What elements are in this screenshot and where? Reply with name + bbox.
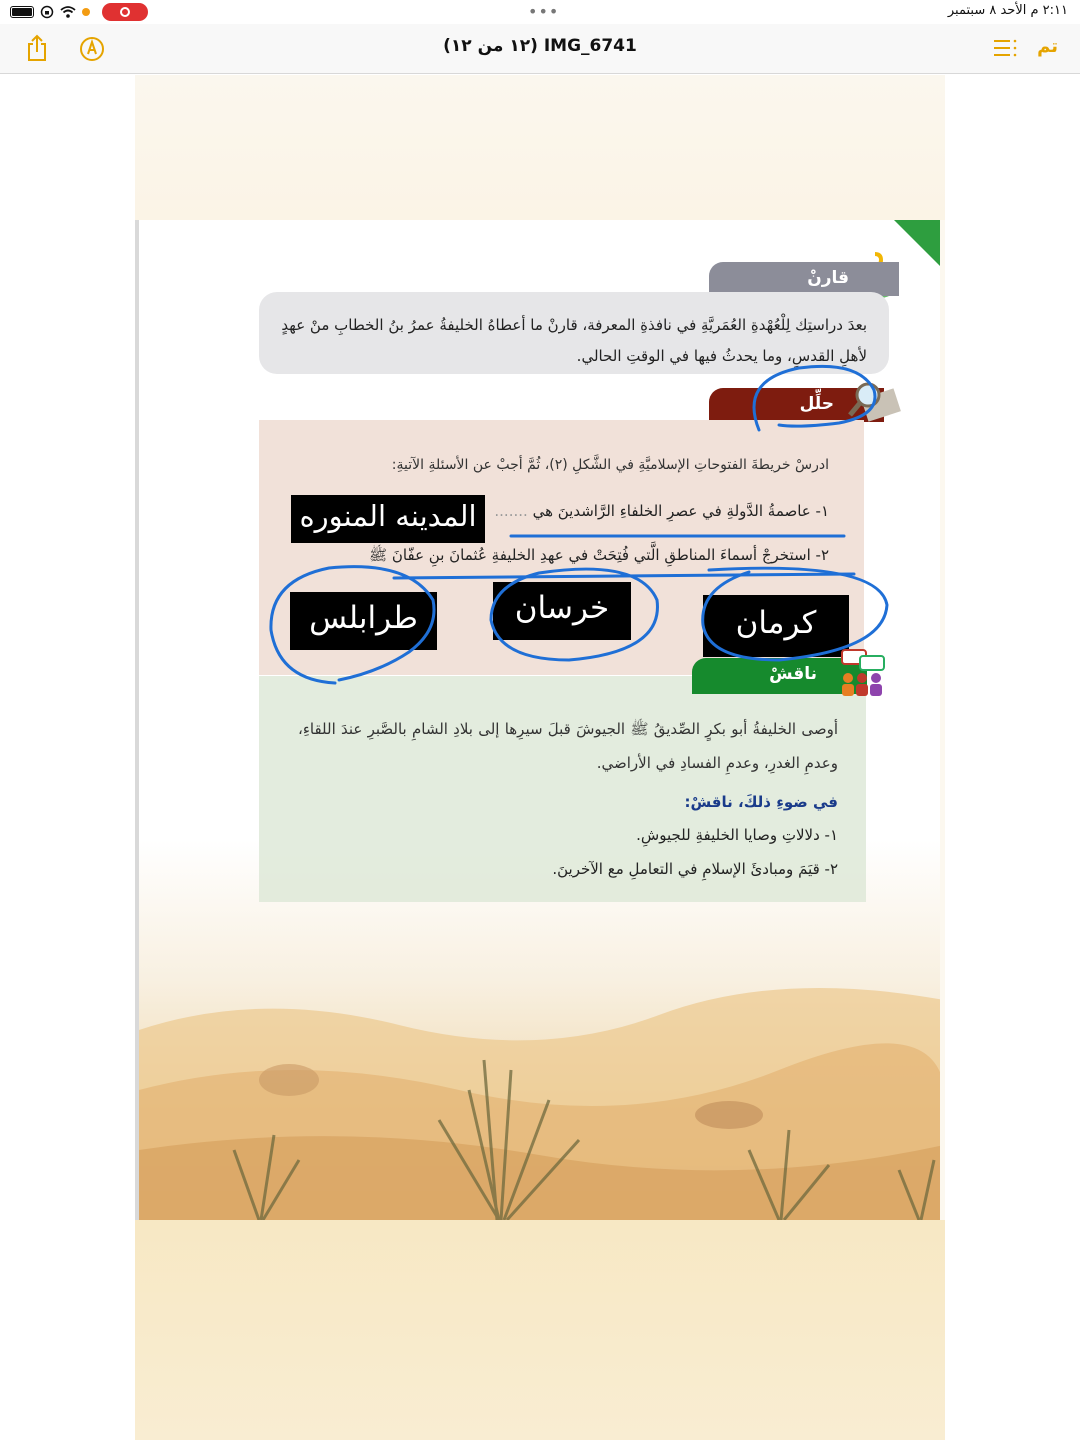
done-button[interactable]: تم: [1037, 36, 1058, 57]
discuss-box: [259, 676, 866, 902]
magnifier-map-icon: [844, 375, 904, 425]
question-1: [494, 502, 829, 520]
list-icon[interactable]: [992, 36, 1018, 60]
discuss-item: ١- دلالاتِ وصايا الخليفةِ للجيوشِ.: [636, 826, 838, 844]
answer-region-2: خرسان: [493, 582, 631, 640]
solve-section-title: حلِّل: [709, 388, 884, 422]
question-1-blank: .......: [494, 502, 528, 520]
mic-indicator-icon: [82, 8, 90, 16]
multitasking-dots[interactable]: •••: [528, 2, 560, 21]
compare-text: بعدَ دراستِك لِلْعُهْدةِ العُمَريَّةِ في نافذةِ المعرفة، قارنْ ما أعطاهُ الخليفةُ عمرُ بنُ الخطابِ منْ عهدٍ لأهلِ القدسِ، وما يحدثُ فيها في الوقتِ الحالي.: [259, 292, 889, 374]
answer-region-3: طرابلس: [290, 592, 437, 650]
wifi-icon: [60, 6, 76, 18]
battery-icon: [10, 6, 34, 18]
question-1-text: ١- عاصمةُ الدَّولةِ في عصرِ الخلفاءِ الرَّاشدينَ هي: [532, 502, 829, 520]
photo-top-margin: [135, 75, 945, 220]
discuss-prompt: في ضوءِ ذلكَ، ناقشْ:: [684, 793, 838, 811]
discuss-item: ٢- قيَمَ ومبادئَ الإسلامِ في التعاملِ مع الآخرينَ.: [552, 860, 838, 878]
status-bar: [0, 0, 1080, 24]
book-page: [135, 220, 940, 1220]
photo-bottom-margin: [135, 1220, 945, 1440]
answer-capital: المدينه المنوره: [291, 495, 485, 543]
photo-page: [135, 75, 945, 1440]
solve-instruction: ادرسْ خريطةَ الفتوحاتِ الإسلاميَّةِ في الشَّكلِ (٢)، ثُمَّ أجبْ عن الأسئلةِ الآتيةِ:: [391, 457, 829, 473]
desert-illustration: [139, 920, 940, 1220]
answer-region-1: كرمان: [703, 595, 849, 657]
viewer-toolbar: [0, 24, 1080, 74]
discuss-text: أوصى الخليفةُ أبو بكرٍ الصِّديقُ ﷺ الجيوشَ قبلَ سيرِها إلى بلادِ الشامِ بالصَّبرِ عندَ اللقاءِ، وعدمِ الغدرِ، وعدمِ الفسادِ في الأراضي.: [298, 720, 838, 772]
screen-recording-button[interactable]: [102, 3, 148, 21]
status-time: ٢:١١ م الأحد ٨ سبتمبر: [947, 3, 1068, 18]
compare-section-title: قارنْ: [709, 262, 899, 296]
document-title: IMG_6741 (١٢ من ١٢): [443, 36, 637, 56]
orientation-lock-icon: [40, 5, 54, 19]
discussion-group-icon: [834, 648, 890, 700]
record-icon: [120, 7, 130, 17]
question-2: ٢- استخرجْ أسماءَ المناطقِ الَّتي فُتِحَتْ في عهدِ الخليفةِ عُثمانَ بنِ عفّانَ ﷺ: [369, 546, 829, 564]
status-icons: [10, 3, 148, 21]
discuss-section-title: ناقشْ: [692, 658, 867, 694]
